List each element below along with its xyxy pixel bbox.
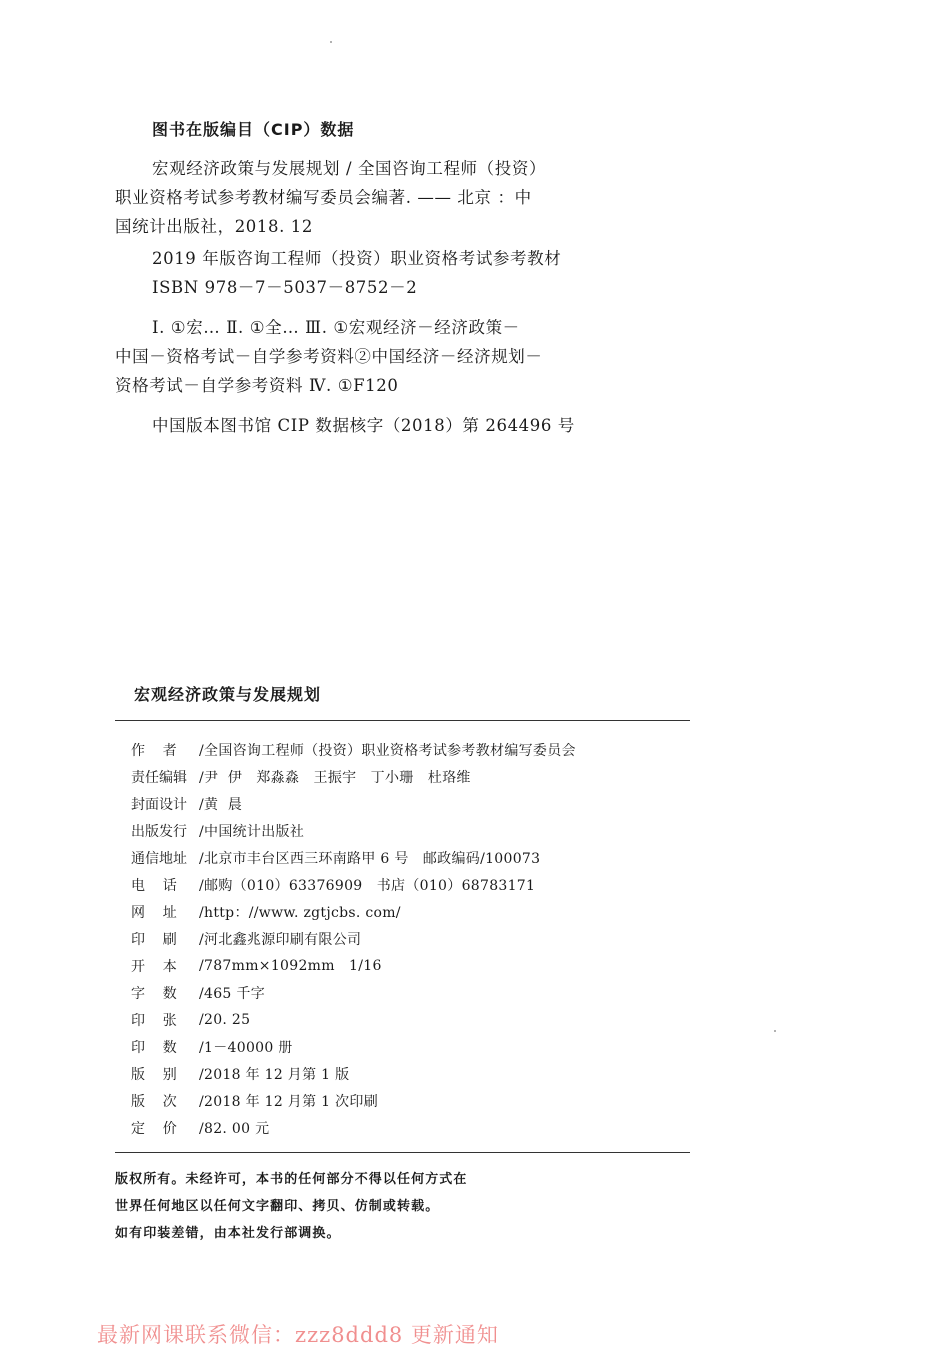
imprint-label: 印 张 — [131, 1012, 177, 1029]
imprint-list — [131, 736, 576, 1141]
imprint-label: 作 者 — [131, 742, 177, 759]
cip-description-line: 国统计出版社，2018. 12 — [115, 217, 313, 236]
cip-classification-line: 资格考试－自学参考资料 Ⅳ. ①F120 — [115, 376, 399, 395]
rights-notice — [115, 1166, 468, 1247]
imprint-value: /2018 年 12 月第 1 次印刷 — [199, 1093, 379, 1110]
imprint-row-printer — [131, 925, 576, 952]
imprint-value: /河北鑫兆源印刷有限公司 — [199, 931, 362, 948]
scan-speck — [774, 1030, 776, 1032]
imprint-label: 网 址 — [131, 904, 177, 921]
imprint-label: 出版发行 — [131, 823, 187, 840]
imprint-label: 封面设计 — [131, 796, 187, 813]
imprint-row-publisher — [131, 817, 576, 844]
imprint-value: /20. 25 — [199, 1011, 251, 1028]
imprint-label: 版 次 — [131, 1093, 177, 1110]
cip-classification-line: 中国－资格考试－自学参考资料②中国经济－经济规划－ — [115, 347, 543, 366]
watermark-text: 最新网课联系微信：zzz8ddd8 更新通知 — [97, 1323, 499, 1347]
imprint-row-printing — [131, 1087, 576, 1114]
imprint-value: /1－40000 册 — [199, 1039, 293, 1056]
rights-line: 世界任何地区以任何文字翻印、拷贝、仿制或转载。 — [115, 1199, 440, 1214]
cip-catalog-number: 中国版本图书馆 CIP 数据核字（2018）第 264496 号 — [152, 416, 575, 435]
cip-series: 2019 年版咨询工程师（投资）职业资格考试参考教材 — [152, 249, 562, 268]
cip-heading: 图书在版编目（CIP）数据 — [152, 120, 355, 139]
imprint-value: /全国咨询工程师（投资）职业资格考试参考教材编写委员会 — [199, 742, 576, 759]
imprint-label: 责任编辑 — [131, 769, 187, 786]
imprint-value: /北京市丰台区西三环南路甲 6 号 邮政编码/100073 — [199, 850, 541, 867]
imprint-value: /邮购（010）63376909 书店（010）68783171 — [199, 877, 536, 894]
cip-classification — [115, 313, 635, 400]
imprint-row-author — [131, 736, 576, 763]
imprint-value: /中国统计出版社 — [199, 823, 305, 840]
imprint-row-edition — [131, 1060, 576, 1087]
imprint-row-sheets — [131, 1006, 576, 1033]
imprint-value: /82. 00 元 — [199, 1120, 270, 1137]
imprint-value: /2018 年 12 月第 1 版 — [199, 1066, 350, 1083]
imprint-value: /465 千字 — [199, 985, 265, 1002]
rights-line: 版权所有。未经许可，本书的任何部分不得以任何方式在 — [115, 1172, 468, 1187]
imprint-value: /787mm×1092mm 1/16 — [199, 957, 382, 974]
imprint-row-word-count — [131, 979, 576, 1006]
imprint-label: 电 话 — [131, 877, 177, 894]
scan-speck — [330, 41, 332, 43]
imprint-row-cover-design — [131, 790, 576, 817]
imprint-label: 定 价 — [131, 1120, 177, 1137]
divider — [115, 720, 690, 721]
imprint-label: 印 刷 — [131, 931, 177, 948]
imprint-label: 印 数 — [131, 1039, 177, 1056]
imprint-label: 字 数 — [131, 985, 177, 1002]
cip-description-line: 职业资格考试参考教材编写委员会编著. —— 北京 ：中 — [115, 188, 532, 207]
cip-description — [115, 154, 635, 241]
imprint-row-address — [131, 844, 576, 871]
imprint-row-editors — [131, 763, 576, 790]
imprint-row-print-run — [131, 1033, 576, 1060]
rights-line: 如有印装差错，由本社发行部调换。 — [115, 1226, 341, 1241]
imprint-row-format — [131, 952, 576, 979]
imprint-label: 通信地址 — [131, 850, 187, 867]
cip-isbn: ISBN 978－7－5037－8752－2 — [152, 278, 418, 297]
imprint-label: 开 本 — [131, 958, 177, 975]
imprint-title: 宏观经济政策与发展规划 — [134, 685, 322, 704]
imprint-row-price — [131, 1114, 576, 1141]
divider — [115, 1152, 690, 1153]
cip-classification-line: Ⅰ. ①宏… Ⅱ. ①全… Ⅲ. ①宏观经济－经济政策－ — [152, 318, 520, 337]
imprint-value: /黄 晨 — [199, 796, 243, 813]
imprint-value: /http：//www. zgtjcbs. com/ — [199, 904, 401, 921]
imprint-value: /尹 伊 郑淼淼 王振宇 丁小珊 杜珞维 — [199, 769, 471, 786]
cip-description-line: 宏观经济政策与发展规划 / 全国咨询工程师（投资） — [152, 159, 547, 178]
imprint-row-phone — [131, 871, 576, 898]
imprint-row-website — [131, 898, 576, 925]
imprint-label: 版 别 — [131, 1066, 177, 1083]
